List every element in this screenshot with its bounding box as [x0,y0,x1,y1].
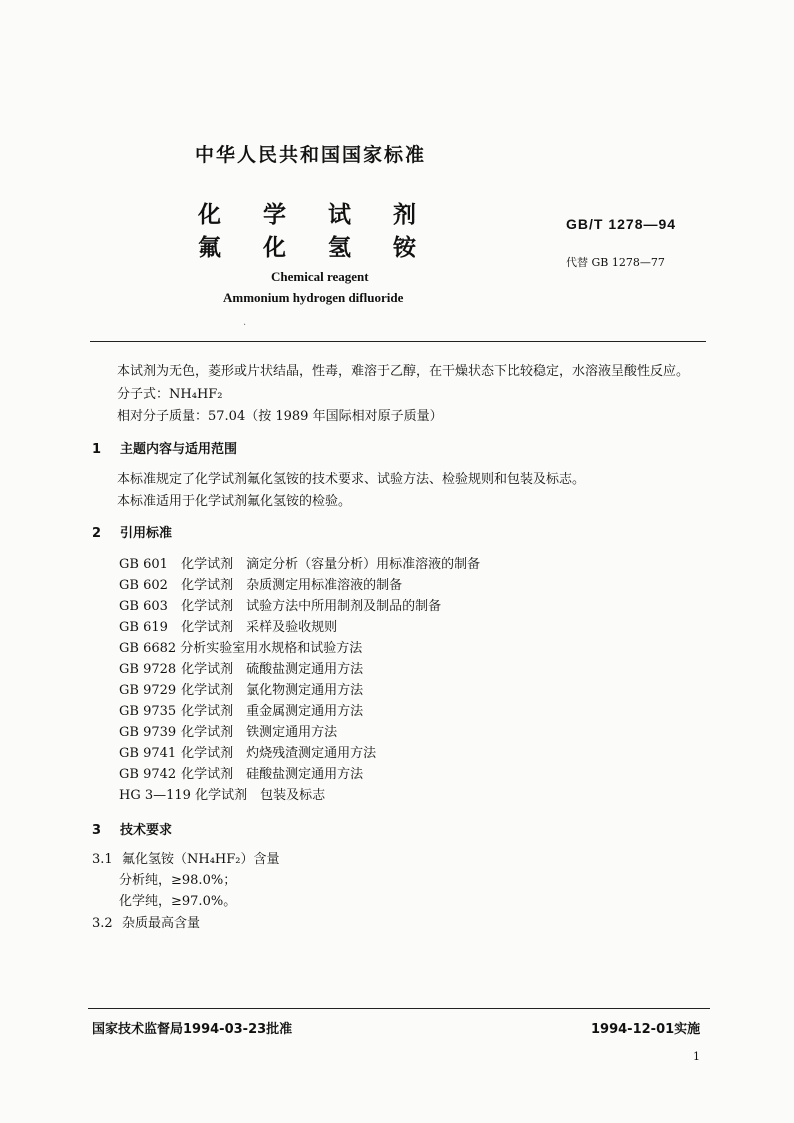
reference-item [119,637,362,656]
reference-title: 化学试剂 杂质测定用标准溶液的制备 [181,578,403,593]
section-1-heading [92,438,237,457]
reference-item [119,721,337,740]
formula-value: NH₄HF₂ [169,387,223,402]
intro-description: 本试剂为无色，菱形或片状结晶，性毒，难溶于乙醇，在干燥状态下比较稳定，水溶液呈酸性反应。 [117,364,690,379]
reference-title: 化学试剂 硅酸盐测定通用方法 [181,767,364,782]
section-title: 技术要求 [120,823,173,838]
section-title: 引用标准 [120,526,173,541]
doc-title-line1: 化学试剂 [198,202,458,228]
reference-title: 化学试剂 重金属测定通用方法 [181,704,364,719]
reference-title: 化学试剂 包装及标志 [195,788,326,803]
reference-item [119,616,337,635]
subsection-title: 杂质最高含量 [122,916,201,931]
reference-item [119,700,363,719]
reference-item [119,784,325,803]
reference-item [119,679,363,698]
reference-item [119,658,363,677]
approval-date: 国家技术监督局1994-03-23批准 [92,1022,293,1037]
reference-code: GB 9742 [119,767,177,782]
reference-item [119,763,363,782]
formula-label: 分子式： [117,387,170,402]
national-standard-title: 中华人民共和国国家标准 [195,144,427,166]
subsection-3-2 [92,912,200,931]
reference-item [119,553,480,572]
reference-item [119,595,441,614]
reference-code: GB 619 [119,620,168,635]
reference-title: 化学试剂 氯化物测定通用方法 [181,683,364,698]
reference-title: 化学试剂 试验方法中所用制剂及制品的制备 [181,599,442,614]
reference-code: GB 6682 [119,641,177,656]
scan-dot: · [243,320,247,331]
replaces-note: 代替 GB 1278—77 [566,256,665,269]
reference-code: GB 9735 [119,704,177,719]
purity-spec: 化学纯，≥97.0%。 [119,894,237,909]
reference-item [119,742,376,761]
section-3-heading [92,819,172,838]
reference-title: 化学试剂 硫酸盐测定通用方法 [181,662,364,677]
molecular-mass: 相对分子质量：57.04（按 1989 年国际相对原子质量） [117,409,443,424]
standard-number: GB/T 1278—94 [566,216,677,232]
reference-code: HG 3—119 [119,788,191,803]
subsection-number: 3.1 [92,852,113,867]
reference-title: 化学试剂 采样及验收规则 [181,620,338,635]
page-number: 1 [693,1050,700,1063]
reference-code: GB 9728 [119,662,177,677]
purity-spec: 分析纯，≥98.0%； [119,873,237,888]
section-title: 主题内容与适用范围 [120,442,238,457]
header-divider [90,341,706,342]
effective-date: 1994-12-01实施 [591,1022,701,1037]
subsection-title: 氟化氢铵（NH₄HF₂）含量 [122,852,280,867]
section-1-para: 本标准规定了化学试剂氟化氢铵的技术要求、试验方法、检验规则和包装及标志。 [117,472,586,487]
molecular-formula [117,383,223,402]
section-number: 1 [92,442,102,457]
reference-item [119,574,402,593]
reference-title: 分析实验室用水规格和试验方法 [180,641,363,656]
section-number: 3 [92,823,102,838]
reference-code: GB 9729 [119,683,177,698]
section-1-para: 本标准适用于化学试剂氟化氢铵的检验。 [117,494,352,509]
reference-code: GB 602 [119,578,168,593]
reference-code: GB 9739 [119,725,177,740]
doc-title-line2: 氟化氢铵 [198,235,458,261]
english-title-line1: Chemical reagent [271,269,369,284]
subsection-3-1 [92,848,280,867]
section-number: 2 [92,526,102,541]
footer-divider [88,1008,710,1009]
section-2-heading [92,522,172,541]
reference-code: GB 603 [119,599,168,614]
reference-code: GB 9741 [119,746,177,761]
reference-title: 化学试剂 铁测定通用方法 [181,725,338,740]
reference-code: GB 601 [119,557,168,572]
subsection-number: 3.2 [92,916,113,931]
reference-title: 化学试剂 滴定分析（容量分析）用标准溶液的制备 [181,557,481,572]
english-title-line2: Ammonium hydrogen difluoride [223,290,404,305]
reference-title: 化学试剂 灼烧残渣测定通用方法 [181,746,377,761]
